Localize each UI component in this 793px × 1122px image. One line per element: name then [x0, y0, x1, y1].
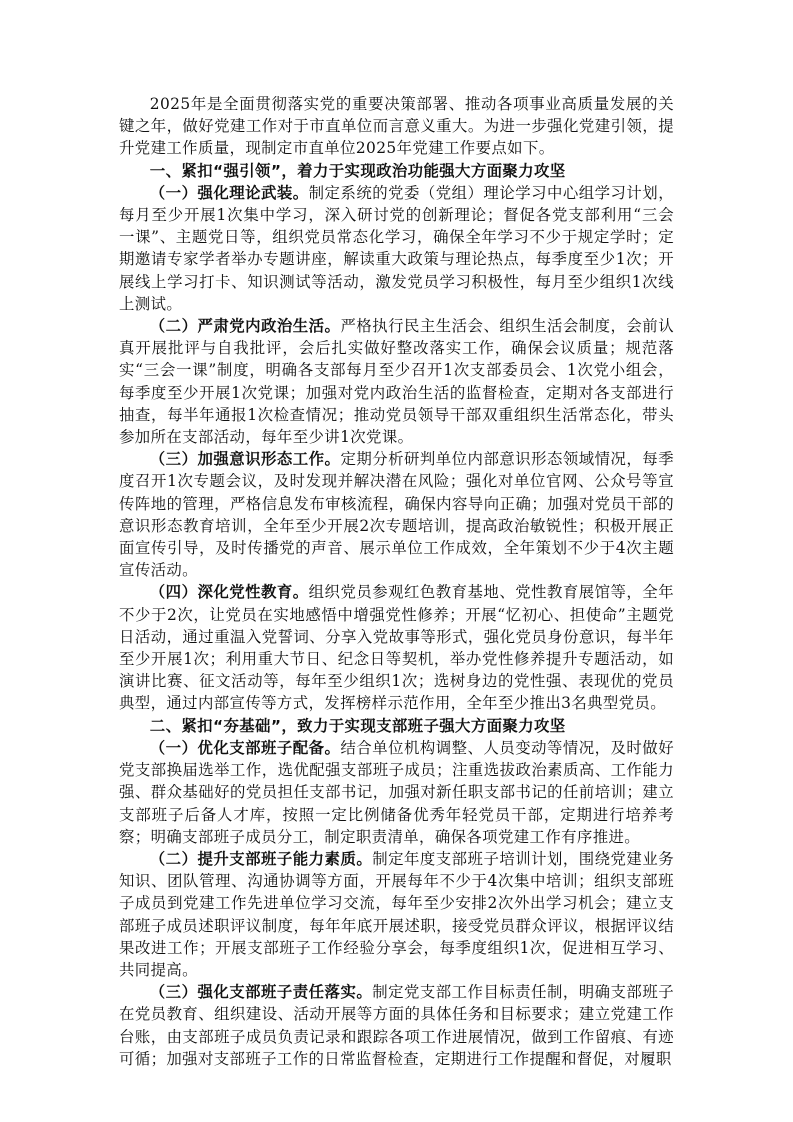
- item-body: 定期分析研判单位内部意识形态领域情况，每季度召开1次专题会议，及时发现并解决潜在风险；强化对单位官网、公众号等宣传阵地的管理，严格信息发布审核流程，确保内容导向正确；加强对党员干部的意识形态教育培训，全年至少开展2次专题培训，提高政治敏锐性；积极开展正面宣传引导，及时传播党的声音、展示单位工作成效，全年策划不少于4次主题宣传活动。: [119, 450, 674, 580]
- item-lead: （三）强化支部班子责任落实。: [149, 983, 373, 1002]
- item-lead: （四）深化党性教育。: [149, 583, 309, 602]
- item-lead: （二）提升支部班子能力素质。: [149, 849, 373, 868]
- item-body: 制定党支部工作目标责任制，明确支部班子在党员教育、组织建设、活动开展等方面的具体任务和目标要求；建立党建工作台账，由支部班子成员负责记录和跟踪各项工作进展情况，做到工作留痕、有迹可循；加强对支部班子工作的日常监督检查，定期进行工作提醒和督促，对履职: [119, 983, 674, 1068]
- item-lead: （三）加强意识形态工作。: [149, 450, 341, 469]
- section-1-item-3: [119, 448, 674, 581]
- section-2-item-2: [119, 848, 674, 981]
- section-1-item-2: [119, 315, 674, 448]
- section-2-heading: 二、紧扣“夯基础”，致力于实现支部班子强大方面聚力攻坚: [149, 716, 566, 735]
- item-lead: （二）严肃党内政治生活。: [149, 317, 341, 336]
- item-body: 结合单位机构调整、人员变动等情况，及时做好党支部换届选举工作，选优配强支部班子成员；注重选拔政治素质高、工作能力强、群众基础好的党员担任支部书记，加强对新任职支部书记的任前培训；建立支部班子后备人才库，按照一定比例储备优秀年轻党员干部，定期进行培养考察；明确支部班子成员分工，制定职责清单，确保各项党建工作有序推进。: [119, 738, 674, 846]
- item-lead: （一）强化理论武装。: [149, 183, 309, 202]
- section-1-item-1: [119, 182, 674, 315]
- section-2-item-1: [119, 737, 674, 848]
- item-body: 制定系统的党委（党组）理论学习中心组学习计划，每月至少开展1次集中学习，深入研讨党的创新理论；督促各党支部利用“三会一课”、主题党日等，组织党员常态化学习，确保全年学习不少于规定学时；定期邀请专家学者举办专题讲座，解读重大政策与理论热点，每季度至少1次；开展线上学习打卡、知识测试等活动，激发党员学习积极性，每月至少组织1次线上测试。: [119, 183, 674, 313]
- document-page: [119, 93, 674, 1070]
- intro-paragraph: 2025年是全面贯彻落实党的重要决策部署、推动各项事业高质量发展的关键之年，做好党建工作对于市直单位而言意义重大。为进一步强化党建引领，提升党建工作质量，现制定市直单位2025年党建工作要点如下。: [119, 95, 674, 158]
- item-lead: （一）优化支部班子配备。: [149, 738, 341, 757]
- section-1-item-4: [119, 581, 674, 714]
- item-body: 严格执行民主生活会、组织生活会制度，会前认真开展批评与自我批评，会后扎实做好整改落实工作，确保会议质量；规范落实“三会一课”制度，明确各支部每月至少召开1次支部委员会、1次党小组会，每季度至少开展1次党课；加强对党内政治生活的监督检查，定期对各支部进行抽查，每半年通报1次检查情况；推动党员领导干部双重组织生活常态化，带头参加所在支部活动，每年至少讲1次党课。: [119, 317, 674, 447]
- item-body: 组织党员参观红色教育基地、党性教育展馆等，全年不少于2次，让党员在实地感悟中增强党性修养；开展“忆初心、担使命”主题党日活动，通过重温入党誓词、分享入党故事等形式，强化党员身份意识，每半年至少开展1次；利用重大节日、纪念日等契机，举办党性修养提升专题活动，如演讲比赛、征文活动等，每年至少组织1次；选树身边的党性强、表现优的党员典型，通过内部宣传等方式，发挥榜样示范作用，全年至少推出3名典型党员。: [119, 583, 674, 713]
- section-1-heading: 一、紧扣“强引领”，着力于实现政治功能强大方面聚力攻坚: [149, 161, 566, 180]
- section-2-item-3: [119, 981, 674, 1070]
- item-body: 制定年度支部班子培训计划，围绕党建业务知识、团队管理、沟通协调等方面，开展每年不少于4次集中培训；组织支部班子成员到党建工作先进单位学习交流，每年至少安排2次外出学习机会；建立支部班子成员述职评议制度，每年年底开展述职，接受党员群众评议，根据评议结果改进工作；开展支部班子工作经验分享会，每季度组织1次，促进相互学习、共同提高。: [119, 849, 674, 979]
